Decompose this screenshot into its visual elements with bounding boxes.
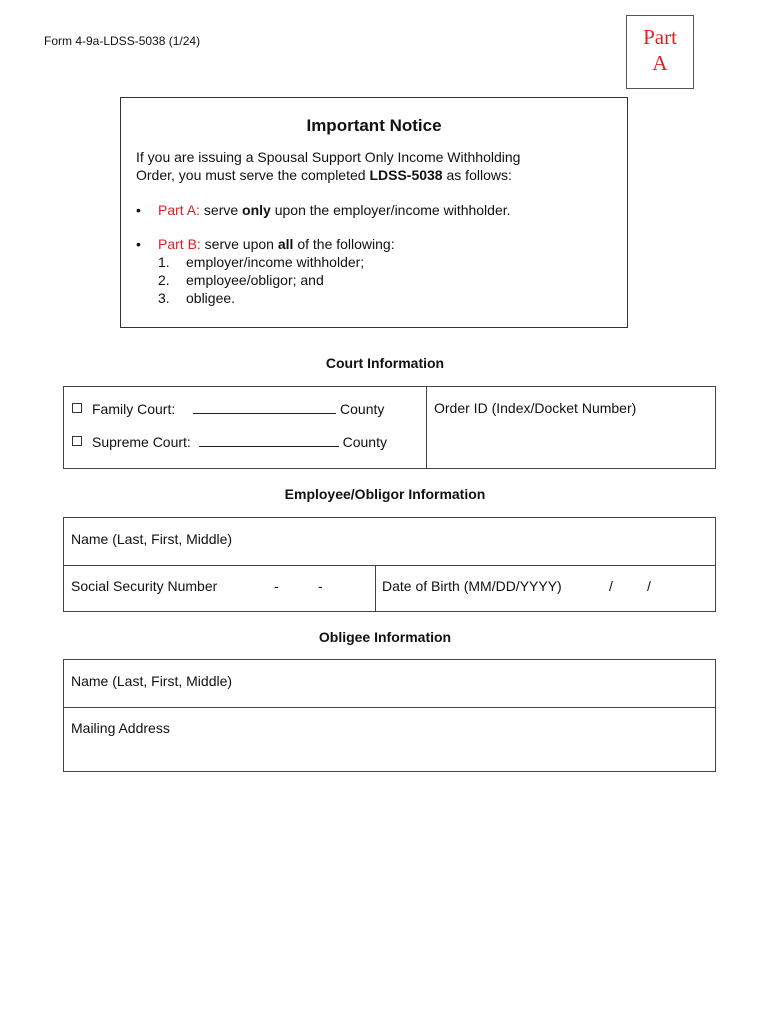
notice-intro: [136, 148, 606, 184]
employee-dob-label[interactable]: Date of Birth (MM/DD/YYYY): [382, 578, 562, 594]
part-a-post: upon the employer/income withholder.: [270, 202, 511, 218]
employee-ssn-label[interactable]: Social Security Number: [71, 578, 218, 594]
part-b-list: [158, 253, 364, 307]
form-id: Form 4-9a-LDSS-5038 (1/24): [44, 34, 201, 48]
part-b-label: Part B:: [158, 236, 201, 252]
divider: [375, 565, 376, 611]
supreme-court-county-field[interactable]: [199, 433, 339, 447]
divider: [64, 707, 715, 708]
county-label: County: [342, 434, 387, 450]
part-badge: [626, 15, 694, 89]
part-word: Part: [643, 25, 677, 49]
supreme-court-label: Supreme Court:: [92, 434, 191, 450]
notice-intro-line1: If you are issuing a Spousal Support Only Income Withholding: [136, 149, 521, 165]
employee-info-table: [63, 517, 716, 612]
part-letter: A: [652, 51, 668, 75]
family-court-row[interactable]: [72, 400, 384, 417]
intro-line2-post: as follows:: [442, 167, 512, 183]
family-court-checkbox[interactable]: [72, 403, 82, 413]
divider: [64, 565, 715, 566]
divider: [426, 387, 427, 468]
supreme-court-row[interactable]: [72, 433, 387, 450]
bullet-dot: •: [136, 202, 141, 218]
notice-intro-line2: [136, 166, 606, 184]
obligee-name-field[interactable]: Name (Last, First, Middle): [71, 673, 233, 689]
dob-separator: /: [647, 578, 651, 594]
ssn-separator: -: [274, 578, 279, 594]
employee-section-title: Employee/Obligor Information: [284, 486, 486, 502]
court-section-title: Court Information: [325, 355, 445, 371]
part-b-pre: serve upon: [200, 236, 278, 252]
notice-title: Important Notice: [306, 116, 442, 135]
intro-form-number: LDSS-5038: [369, 167, 443, 183]
obligee-section-title: Obligee Information: [318, 629, 452, 645]
employee-name-field[interactable]: Name (Last, First, Middle): [71, 531, 233, 547]
court-info-table: [63, 386, 716, 469]
important-notice-box: [120, 97, 628, 328]
intro-line2-pre: Order, you must serve the completed: [136, 167, 370, 183]
dob-separator: /: [609, 578, 613, 594]
county-label: County: [340, 401, 385, 417]
list-item: 3. obligee.: [158, 290, 236, 306]
part-b-bold: all: [277, 236, 294, 252]
part-a-label: Part A:: [158, 202, 201, 218]
part-b-post: of the following:: [293, 236, 395, 252]
obligee-info-table: [63, 659, 716, 772]
order-id-field[interactable]: Order ID (Index/Docket Number): [434, 400, 637, 416]
family-court-label: Family Court:: [92, 401, 176, 417]
obligee-address-field[interactable]: Mailing Address: [71, 720, 170, 736]
list-item: 1. employer/income withholder;: [158, 254, 365, 270]
family-court-county-field[interactable]: [193, 400, 336, 414]
ssn-separator: -: [318, 578, 323, 594]
bullet-dot: •: [136, 236, 141, 252]
list-item: 2. employee/obligor; and: [158, 272, 324, 288]
part-a-bold: only: [242, 202, 271, 218]
part-a-pre: serve: [200, 202, 243, 218]
supreme-court-checkbox[interactable]: [72, 436, 82, 446]
